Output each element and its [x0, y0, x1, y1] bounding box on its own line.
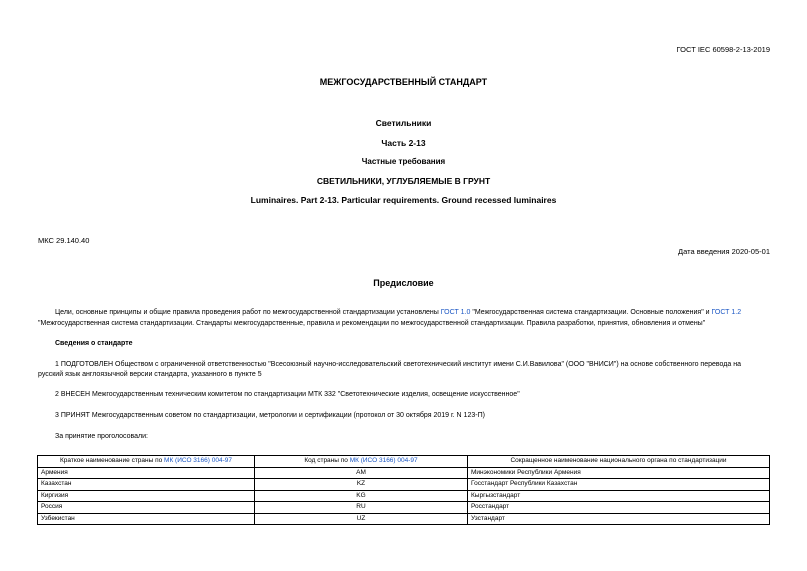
foreword-paragraph-line2: "Межгосударственная система стандартизации. Стандарты межгосударственные, правила и рекомендации по межгосударственной стандартизации. Правила разработки, принятия, обновления и отмены" — [38, 320, 706, 327]
mk-iso-link-2[interactable]: МК (ИСО 3166) 004-97 — [349, 457, 418, 464]
standard-info-heading: Сведения о стандарте — [55, 340, 133, 347]
document-english-title: Luminaires. Part 2-13. Particular requirements. Ground recessed luminaires — [250, 195, 557, 205]
mks-code: МКС 29.140.40 — [38, 236, 90, 245]
gost-1-0-link[interactable]: ГОСТ 1.0 — [440, 309, 471, 316]
header-national-body: Сокращенное наименование национального органа по стандартизации — [468, 456, 770, 468]
voted-label: За принятие проголосовали: — [55, 433, 148, 440]
table-header-row — [38, 456, 770, 468]
table-row — [38, 513, 770, 525]
standard-type-heading: МЕЖГОСУДАРСТВЕННЫЙ СТАНДАРТ — [319, 77, 488, 87]
foreword-paragraph-line1 — [55, 309, 741, 316]
body-cell: Кыргызстандарт — [468, 490, 770, 502]
table-row — [38, 479, 770, 491]
countries-table — [37, 455, 770, 525]
header-country-text: Краткое наименование страны по — [60, 457, 163, 464]
code-cell: UZ — [255, 513, 468, 525]
document-title: Светильники — [375, 118, 432, 128]
country-cell: Казахстан — [38, 479, 255, 491]
body-cell: Росстандарт — [468, 502, 770, 514]
foreword-heading: Предисловие — [373, 278, 434, 288]
country-cell: Узбекистан — [38, 513, 255, 525]
item1-line1: 1 ПОДГОТОВЛЕН Обществом с ограниченной ответственностью "Всесоюзный научно-исследовательский светотехнический институт имени С.И.Вавилова" (ООО "ВНИСИ") на основе собственного перевода на — [55, 361, 741, 368]
item1-line2: русский язык англоязычной версии стандарта, указанного в пункте 5 — [38, 371, 262, 378]
document-specific-title: СВЕТИЛЬНИКИ, УГЛУБЛЯЕМЫЕ В ГРУНТ — [316, 176, 491, 186]
document-subtitle: Частные требования — [361, 157, 446, 166]
header-country-code — [255, 456, 468, 468]
code-cell: AM — [255, 467, 468, 479]
country-cell: Киргизия — [38, 490, 255, 502]
item2: 2 ВНЕСЕН Межгосударственным техническим комитетом по стандартизации МТК 332 "Светотехнические изделия, освещение искусственное" — [55, 391, 520, 398]
table-row — [38, 490, 770, 502]
header-country-name — [38, 456, 255, 468]
gost-1-2-link[interactable]: ГОСТ 1.2 — [711, 309, 742, 316]
code-cell: KG — [255, 490, 468, 502]
body-cell: Узстандарт — [468, 513, 770, 525]
body-cell: Госстандарт Республики Казахстан — [468, 479, 770, 491]
item3: 3 ПРИНЯТ Межгосударственным советом по стандартизации, метрологии и сертификации (протокол от 30 октября 2019 г. N 123-П) — [55, 412, 485, 419]
foreword-p1-middle: "Межгосударственная система стандартизации. Основные положения" и — [472, 309, 710, 316]
code-cell: KZ — [255, 479, 468, 491]
document-code: ГОСТ IEC 60598-2-13-2019 — [676, 45, 770, 54]
country-cell: Россия — [38, 502, 255, 514]
code-cell: RU — [255, 502, 468, 514]
country-cell: Армения — [38, 467, 255, 479]
mk-iso-link-1[interactable]: МК (ИСО 3166) 004-97 — [164, 457, 232, 464]
table-row — [38, 502, 770, 514]
table-row — [38, 467, 770, 479]
foreword-p1-text: Цели, основные принципы и общие правила проведения работ по межгосударственной стандартизации установлены — [55, 309, 439, 316]
body-cell: Минэкономики Республики Армения — [468, 467, 770, 479]
introduction-date: Дата введения 2020-05-01 — [678, 247, 770, 256]
header-code-text: Код страны по — [304, 457, 348, 464]
document-part: Часть 2-13 — [381, 138, 426, 148]
